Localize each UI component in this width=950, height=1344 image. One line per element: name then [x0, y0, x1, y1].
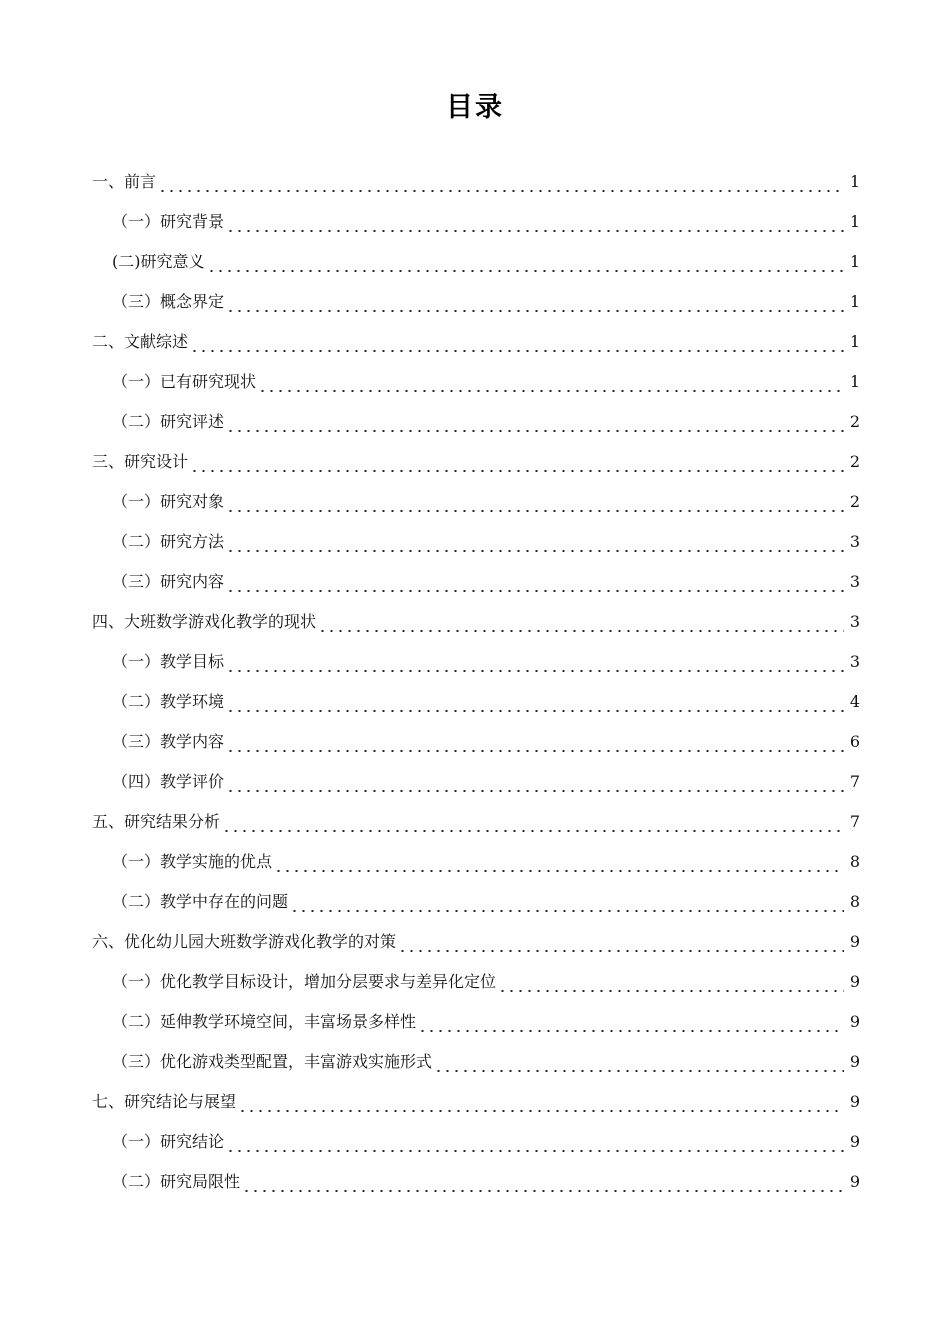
toc-entry-label: （二）教学中存在的问题 [112, 892, 289, 911]
toc-page-number: 6 [849, 732, 860, 751]
toc-entry-label: （二）研究局限性 [112, 1172, 241, 1191]
toc-page-number: 7 [849, 772, 860, 791]
toc-entry-label: (二)研究意义 [112, 252, 205, 271]
toc-chapter-entry [0, 322, 950, 362]
toc-entry-label: （二）延伸教学环境空间，丰富场景多样性 [112, 1012, 417, 1031]
toc-section-entry [0, 202, 950, 242]
toc-chapter-entry [0, 162, 950, 202]
toc-section-entry [0, 242, 950, 282]
dot-leader [242, 1175, 844, 1195]
dot-leader [238, 1095, 844, 1115]
toc-section-entry [0, 1042, 950, 1082]
toc-section-entry [0, 1122, 950, 1162]
toc-chapter-entry [0, 802, 950, 842]
toc-entry-label: （三）教学内容 [112, 732, 225, 751]
toc-page-number: 1 [849, 292, 860, 311]
dot-leader [258, 375, 844, 395]
toc-section-entry [0, 282, 950, 322]
toc-entry-label: （二）研究方法 [112, 532, 225, 551]
toc-entry-label: 二、文献综述 [92, 332, 189, 351]
toc-chapter-entry [0, 442, 950, 482]
toc-entry-label: （一）研究对象 [112, 492, 225, 511]
toc-page-number: 8 [849, 852, 860, 871]
toc-page-number: 1 [849, 212, 860, 231]
toc-entry-label: （四）教学评价 [112, 772, 225, 791]
toc-page-number: 1 [849, 372, 860, 391]
toc-page-number: 9 [849, 1172, 860, 1191]
toc-page-number: 3 [849, 612, 860, 631]
toc-section-entry [0, 522, 950, 562]
dot-leader [226, 575, 844, 595]
toc-page-number: 3 [849, 572, 860, 591]
toc-page-number: 9 [849, 1092, 860, 1111]
toc-section-entry [0, 642, 950, 682]
dot-leader [207, 255, 845, 275]
dot-leader [190, 335, 844, 355]
toc-chapter-entry [0, 602, 950, 642]
dot-leader [190, 455, 844, 475]
toc-entry-label: （一）优化教学目标设计，增加分层要求与差异化定位 [112, 972, 497, 991]
dot-leader [226, 735, 844, 755]
dot-leader [226, 775, 844, 795]
toc-entry-label: （一）教学实施的优点 [112, 852, 273, 871]
dot-leader [226, 655, 844, 675]
dot-leader [274, 855, 844, 875]
toc-chapter-entry [0, 922, 950, 962]
toc-page-number: 2 [849, 452, 860, 471]
dot-leader [498, 975, 844, 995]
toc-section-entry [0, 562, 950, 602]
toc-entry-label: （三）优化游戏类型配置，丰富游戏实施形式 [112, 1052, 433, 1071]
dot-leader [158, 175, 844, 195]
dot-leader [226, 295, 844, 315]
toc-section-entry [0, 882, 950, 922]
toc-section-entry [0, 362, 950, 402]
toc-entry-label: （一）已有研究现状 [112, 372, 257, 391]
dot-leader [226, 415, 844, 435]
toc-page-number: 8 [849, 892, 860, 911]
toc-page-number: 9 [849, 1132, 860, 1151]
dot-leader [226, 1135, 844, 1155]
toc-page-number: 9 [849, 1052, 860, 1071]
toc-section-entry [0, 842, 950, 882]
toc-page-number: 1 [849, 172, 860, 191]
toc-entry-label: （二）研究评述 [112, 412, 225, 431]
toc-page-number: 7 [849, 812, 860, 831]
toc-entry-label: （一）研究背景 [112, 212, 225, 231]
toc-section-entry [0, 1162, 950, 1202]
toc-page-number: 2 [849, 412, 860, 431]
toc-entry-label: 六、优化幼儿园大班数学游戏化教学的对策 [92, 932, 397, 951]
toc-chapter-entry [0, 1082, 950, 1122]
toc-entry-label: （三）概念界定 [112, 292, 225, 311]
toc-section-entry [0, 682, 950, 722]
toc-page-number: 9 [849, 1012, 860, 1031]
dot-leader [226, 495, 844, 515]
dot-leader [398, 935, 844, 955]
toc-entry-label: （三）研究内容 [112, 572, 225, 591]
toc-page-number: 3 [849, 652, 860, 671]
dot-leader [434, 1055, 844, 1075]
toc-entry-label: 三、研究设计 [92, 452, 189, 471]
toc-page-number: 9 [849, 972, 860, 991]
dot-leader [226, 215, 844, 235]
toc-page-number: 1 [849, 332, 860, 351]
toc-entry-label: 四、大班数学游戏化教学的现状 [92, 612, 317, 631]
toc-entry-label: （二）教学环境 [112, 692, 225, 711]
toc-entry-label: （一）研究结论 [112, 1132, 225, 1151]
toc-section-entry [0, 722, 950, 762]
toc-page-number: 4 [849, 692, 860, 711]
toc-entry-label: （一）教学目标 [112, 652, 225, 671]
toc-entry-label: 五、研究结果分析 [92, 812, 221, 831]
toc-page-number: 9 [849, 932, 860, 951]
toc-page-number: 1 [849, 252, 860, 271]
toc-entry-label: 一、前言 [92, 172, 157, 191]
dot-leader [290, 895, 844, 915]
toc-section-entry [0, 402, 950, 442]
dot-leader [418, 1015, 844, 1035]
toc-section-entry [0, 962, 950, 1002]
dot-leader [226, 695, 844, 715]
page-title: 目录 [446, 92, 504, 123]
dot-leader [318, 615, 844, 635]
toc-section-entry [0, 482, 950, 522]
table-of-contents [0, 162, 950, 1202]
toc-section-entry [0, 1002, 950, 1042]
toc-entry-label: 七、研究结论与展望 [92, 1092, 237, 1111]
toc-section-entry [0, 762, 950, 802]
toc-page-number: 3 [849, 532, 860, 551]
dot-leader [222, 815, 844, 835]
dot-leader [226, 535, 844, 555]
toc-page-number: 2 [849, 492, 860, 511]
